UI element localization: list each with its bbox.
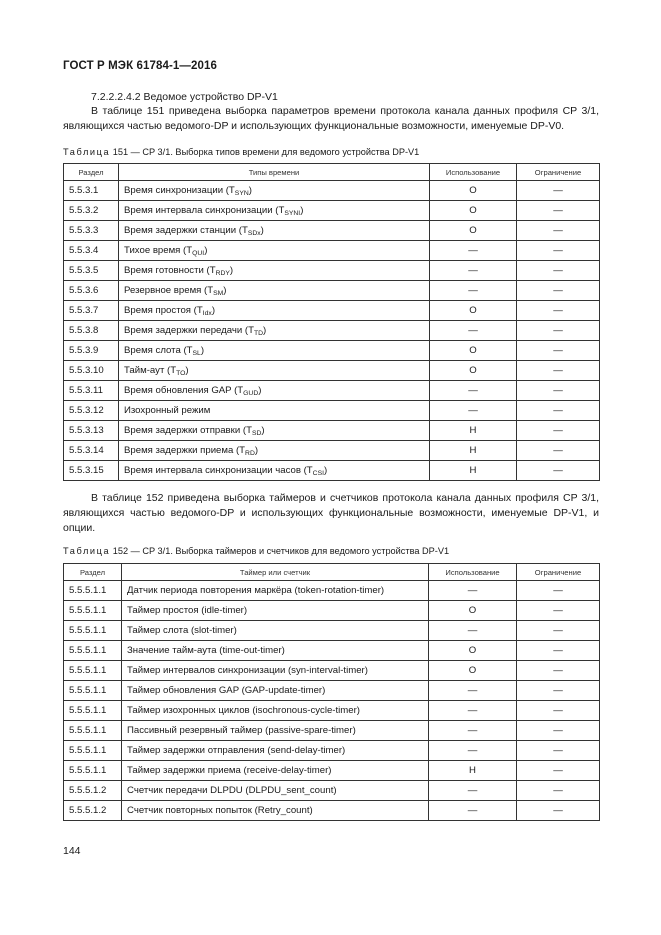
type-name: Время интервала синхронизации часов (T bbox=[124, 465, 313, 476]
section-cell: 5.5.5.1.1 bbox=[64, 661, 122, 681]
type-cell bbox=[119, 181, 430, 201]
type-name: Время синхронизации (T bbox=[124, 185, 235, 196]
section-cell: 5.5.5.1.1 bbox=[64, 681, 122, 701]
table-row bbox=[64, 641, 600, 661]
type-name: Время готовности (T bbox=[124, 265, 216, 276]
usage-cell: — bbox=[429, 801, 517, 821]
timer-cell: Таймер простоя (idle-timer) bbox=[122, 601, 429, 621]
usage-cell: — bbox=[429, 621, 517, 641]
type-cell bbox=[119, 281, 430, 301]
table-row bbox=[64, 221, 600, 241]
table152 bbox=[63, 563, 600, 821]
type-subscript: CSI bbox=[312, 470, 324, 477]
type-subscript: RDY bbox=[215, 270, 230, 277]
limit-cell: — bbox=[517, 261, 600, 281]
usage-cell: — bbox=[429, 721, 517, 741]
usage-cell: — bbox=[430, 401, 517, 421]
type-name: Изохронный режим bbox=[124, 405, 211, 416]
table-row bbox=[64, 581, 600, 601]
type-name-tail: ) bbox=[248, 185, 252, 196]
limit-cell: — bbox=[517, 301, 600, 321]
paragraph-text: В таблице 152 приведена выборка таймеров и счетчиков протокола канала данных профиля CP 3/1, являющихся частью ведомого-DP и использующих функциональные возможности, именуемые DP-V1, и опции. bbox=[63, 492, 599, 534]
table-row bbox=[64, 781, 600, 801]
timer-cell: Счетчик передачи DLPDU (DLPDU_sent_count) bbox=[122, 781, 429, 801]
caption-word: Таблица bbox=[63, 147, 111, 157]
type-cell bbox=[119, 321, 430, 341]
type-cell bbox=[119, 401, 430, 421]
limit-cell: — bbox=[517, 681, 600, 701]
header-usage: Использование bbox=[429, 564, 517, 581]
usage-cell: — bbox=[430, 241, 517, 261]
type-subscript: Idx bbox=[202, 310, 212, 317]
table-row bbox=[64, 341, 600, 361]
type-subscript: GUD bbox=[243, 390, 259, 397]
usage-cell: — bbox=[429, 741, 517, 761]
usage-cell: — bbox=[429, 701, 517, 721]
section-cell: 5.5.5.1.2 bbox=[64, 781, 122, 801]
usage-cell: — bbox=[430, 281, 517, 301]
section-cell: 5.5.3.5 bbox=[64, 261, 119, 281]
type-name: Время слота (T bbox=[124, 345, 193, 356]
page-number: 144 bbox=[63, 845, 81, 857]
timer-cell: Счетчик повторных попыток (Retry_count) bbox=[122, 801, 429, 821]
type-name-tail: ) bbox=[211, 305, 216, 316]
paragraph-table152-intro bbox=[63, 491, 599, 536]
section-cell: 5.5.3.8 bbox=[64, 321, 119, 341]
caption-text: 152 — CP 3/1. Выборка таймеров и счетчиков для ведомого устройства DP-V1 bbox=[110, 546, 450, 556]
header-limit: Ограничение bbox=[517, 164, 600, 181]
type-name-tail: ) bbox=[261, 425, 265, 436]
section-cell: 5.5.5.1.1 bbox=[64, 601, 122, 621]
limit-cell: — bbox=[517, 641, 600, 661]
table-row bbox=[64, 741, 600, 761]
limit-cell: — bbox=[517, 701, 600, 721]
type-name: Время задержки станции (T bbox=[124, 225, 248, 236]
table-row bbox=[64, 701, 600, 721]
limit-cell: — bbox=[517, 201, 600, 221]
limit-cell: — bbox=[517, 661, 600, 681]
timer-cell: Таймер слота (slot-timer) bbox=[122, 621, 429, 641]
header-usage: Использование bbox=[430, 164, 517, 181]
limit-cell: — bbox=[517, 741, 600, 761]
limit-cell: — bbox=[517, 381, 600, 401]
header-limit: Ограничение bbox=[517, 564, 600, 581]
section-cell: 5.5.5.1.2 bbox=[64, 801, 122, 821]
type-name-tail: ) bbox=[260, 225, 264, 236]
type-cell bbox=[119, 441, 430, 461]
table152-caption bbox=[63, 546, 449, 556]
section-cell: 5.5.3.6 bbox=[64, 281, 119, 301]
type-name-tail: ) bbox=[229, 265, 234, 276]
type-subscript: RD bbox=[245, 450, 255, 457]
type-name-tail: ) bbox=[258, 385, 262, 396]
table-row bbox=[64, 421, 600, 441]
header-type: Типы времени bbox=[119, 164, 430, 181]
usage-cell: O bbox=[430, 201, 517, 221]
table-row bbox=[64, 761, 600, 781]
section-cell: 5.5.5.1.1 bbox=[64, 761, 122, 781]
table-row bbox=[64, 621, 600, 641]
type-cell bbox=[119, 461, 430, 481]
type-cell bbox=[119, 361, 430, 381]
usage-cell: O bbox=[429, 641, 517, 661]
usage-cell: O bbox=[430, 341, 517, 361]
type-subscript: SDx bbox=[247, 230, 261, 237]
limit-cell: — bbox=[517, 421, 600, 441]
timer-cell: Таймер задержки отправления (send-delay-timer) bbox=[122, 741, 429, 761]
table-row bbox=[64, 601, 600, 621]
table-header-row bbox=[64, 164, 600, 181]
timer-cell: Таймер изохронных циклов (isochronous-cycle-timer) bbox=[122, 701, 429, 721]
section-cell: 5.5.5.1.1 bbox=[64, 701, 122, 721]
type-cell bbox=[119, 301, 430, 321]
section-cell: 5.5.3.9 bbox=[64, 341, 119, 361]
limit-cell: — bbox=[517, 321, 600, 341]
section-cell: 5.5.5.1.1 bbox=[64, 721, 122, 741]
type-cell bbox=[119, 221, 430, 241]
caption-text: 151 — CP 3/1. Выборка типов времени для ведомого устройства DP-V1 bbox=[110, 147, 420, 157]
section-cell: 5.5.5.1.1 bbox=[64, 741, 122, 761]
limit-cell: — bbox=[517, 281, 600, 301]
type-name-tail: ) bbox=[300, 205, 304, 216]
table151-caption bbox=[63, 147, 419, 157]
table-row bbox=[64, 461, 600, 481]
timer-cell: Таймер обновления GAP (GAP-update-timer) bbox=[122, 681, 429, 701]
section-cell: 5.5.3.4 bbox=[64, 241, 119, 261]
caption-word: Таблица bbox=[63, 546, 111, 556]
type-name-tail: ) bbox=[254, 445, 259, 456]
table-row bbox=[64, 301, 600, 321]
section-cell: 5.5.3.3 bbox=[64, 221, 119, 241]
usage-cell: — bbox=[430, 321, 517, 341]
table-row bbox=[64, 361, 600, 381]
type-subscript: TD bbox=[253, 330, 264, 337]
limit-cell: — bbox=[517, 581, 600, 601]
section-cell: 5.5.3.13 bbox=[64, 421, 119, 441]
type-name: Время задержки приема (T bbox=[124, 445, 246, 456]
type-subscript: SYNI bbox=[284, 210, 301, 217]
type-name: Время обновления GAP (T bbox=[124, 385, 244, 396]
limit-cell: — bbox=[517, 781, 600, 801]
table-row bbox=[64, 661, 600, 681]
type-subscript: SYN bbox=[234, 190, 249, 197]
timer-cell: Таймер интервалов синхронизации (syn-interval-timer) bbox=[122, 661, 429, 681]
limit-cell: — bbox=[517, 401, 600, 421]
limit-cell: — bbox=[517, 621, 600, 641]
usage-cell: Н bbox=[430, 461, 517, 481]
usage-cell: O bbox=[429, 601, 517, 621]
table-row bbox=[64, 321, 600, 341]
section-cell: 5.5.5.1.1 bbox=[64, 581, 122, 601]
usage-cell: — bbox=[430, 381, 517, 401]
usage-cell: Н bbox=[430, 421, 517, 441]
table152-body bbox=[64, 581, 600, 821]
type-name: Тихое время (T bbox=[124, 245, 193, 256]
limit-cell: — bbox=[517, 461, 600, 481]
type-name: Время задержки отправки (T bbox=[124, 425, 252, 436]
section-cell: 5.5.3.14 bbox=[64, 441, 119, 461]
type-name-tail: ) bbox=[200, 345, 205, 356]
usage-cell: Н bbox=[429, 761, 517, 781]
type-subscript: TO bbox=[176, 370, 186, 377]
type-name: Резервное время (T bbox=[124, 285, 214, 296]
type-cell bbox=[119, 261, 430, 281]
usage-cell: O bbox=[429, 661, 517, 681]
table-row bbox=[64, 441, 600, 461]
type-cell bbox=[119, 201, 430, 221]
table-header-row bbox=[64, 564, 600, 581]
table-row bbox=[64, 681, 600, 701]
type-name-tail: ) bbox=[324, 465, 328, 476]
table-row bbox=[64, 181, 600, 201]
usage-cell: — bbox=[429, 681, 517, 701]
document-header: ГОСТ Р МЭК 61784-1—2016 bbox=[63, 60, 217, 72]
usage-cell: O bbox=[430, 181, 517, 201]
table-row bbox=[64, 381, 600, 401]
header-section: Раздел bbox=[64, 164, 119, 181]
type-name: Тайм-аут (T bbox=[124, 365, 177, 376]
type-name-tail: ) bbox=[263, 325, 267, 336]
type-cell bbox=[119, 421, 430, 441]
usage-cell: — bbox=[430, 261, 517, 281]
table151 bbox=[63, 163, 600, 481]
type-subscript: SD bbox=[251, 430, 262, 437]
usage-cell: O bbox=[430, 221, 517, 241]
section-cell: 5.5.5.1.1 bbox=[64, 621, 122, 641]
table-row bbox=[64, 801, 600, 821]
table-row bbox=[64, 201, 600, 221]
limit-cell: — bbox=[517, 761, 600, 781]
usage-cell: O bbox=[430, 361, 517, 381]
timer-cell: Пассивный резервный таймер (passive-spare-timer) bbox=[122, 721, 429, 741]
limit-cell: — bbox=[517, 221, 600, 241]
type-subscript: SL bbox=[192, 350, 201, 357]
section-cell: 5.5.3.10 bbox=[64, 361, 119, 381]
table-row bbox=[64, 281, 600, 301]
subsection-title: 7.2.2.2.4.2 Ведомое устройство DP-V1 bbox=[91, 91, 278, 103]
usage-cell: O bbox=[430, 301, 517, 321]
usage-cell: — bbox=[429, 581, 517, 601]
type-name-tail: ) bbox=[204, 245, 208, 256]
limit-cell: — bbox=[517, 181, 600, 201]
section-cell: 5.5.3.15 bbox=[64, 461, 119, 481]
section-cell: 5.5.3.7 bbox=[64, 301, 119, 321]
table-row bbox=[64, 401, 600, 421]
type-name-tail: ) bbox=[223, 285, 227, 296]
table-row bbox=[64, 241, 600, 261]
type-name: Время задержки передачи (T bbox=[124, 325, 254, 336]
usage-cell: Н bbox=[430, 441, 517, 461]
usage-cell: — bbox=[429, 781, 517, 801]
type-subscript: SM bbox=[213, 290, 224, 297]
table-row bbox=[64, 721, 600, 741]
limit-cell: — bbox=[517, 241, 600, 261]
header-timer: Таймер или счетчик bbox=[122, 564, 429, 581]
paragraph-text: В таблице 151 приведена выборка параметров времени протокола канала данных профиля CP 3/1, являющихся частью ведомого-DP и использующих функциональные возможности, именуемые DP-V0. bbox=[63, 105, 599, 132]
section-cell: 5.5.3.2 bbox=[64, 201, 119, 221]
limit-cell: — bbox=[517, 721, 600, 741]
type-name: Время интервала синхронизации (T bbox=[124, 205, 285, 216]
type-name: Время простоя (T bbox=[124, 305, 203, 316]
section-cell: 5.5.3.11 bbox=[64, 381, 119, 401]
type-cell bbox=[119, 241, 430, 261]
timer-cell: Датчик периода повторения маркёра (token-rotation-timer) bbox=[122, 581, 429, 601]
table151-body bbox=[64, 181, 600, 481]
type-name-tail: ) bbox=[185, 365, 189, 376]
type-cell bbox=[119, 381, 430, 401]
section-cell: 5.5.3.1 bbox=[64, 181, 119, 201]
type-subscript: QUI bbox=[192, 250, 205, 257]
limit-cell: — bbox=[517, 601, 600, 621]
section-cell: 5.5.3.12 bbox=[64, 401, 119, 421]
limit-cell: — bbox=[517, 801, 600, 821]
timer-cell: Значение тайм-аута (time-out-timer) bbox=[122, 641, 429, 661]
limit-cell: — bbox=[517, 341, 600, 361]
limit-cell: — bbox=[517, 441, 600, 461]
paragraph-table151-intro bbox=[63, 104, 599, 134]
timer-cell: Таймер задержки приема (receive-delay-timer) bbox=[122, 761, 429, 781]
limit-cell: — bbox=[517, 361, 600, 381]
section-cell: 5.5.5.1.1 bbox=[64, 641, 122, 661]
header-section: Раздел bbox=[64, 564, 122, 581]
table-row bbox=[64, 261, 600, 281]
type-cell bbox=[119, 341, 430, 361]
